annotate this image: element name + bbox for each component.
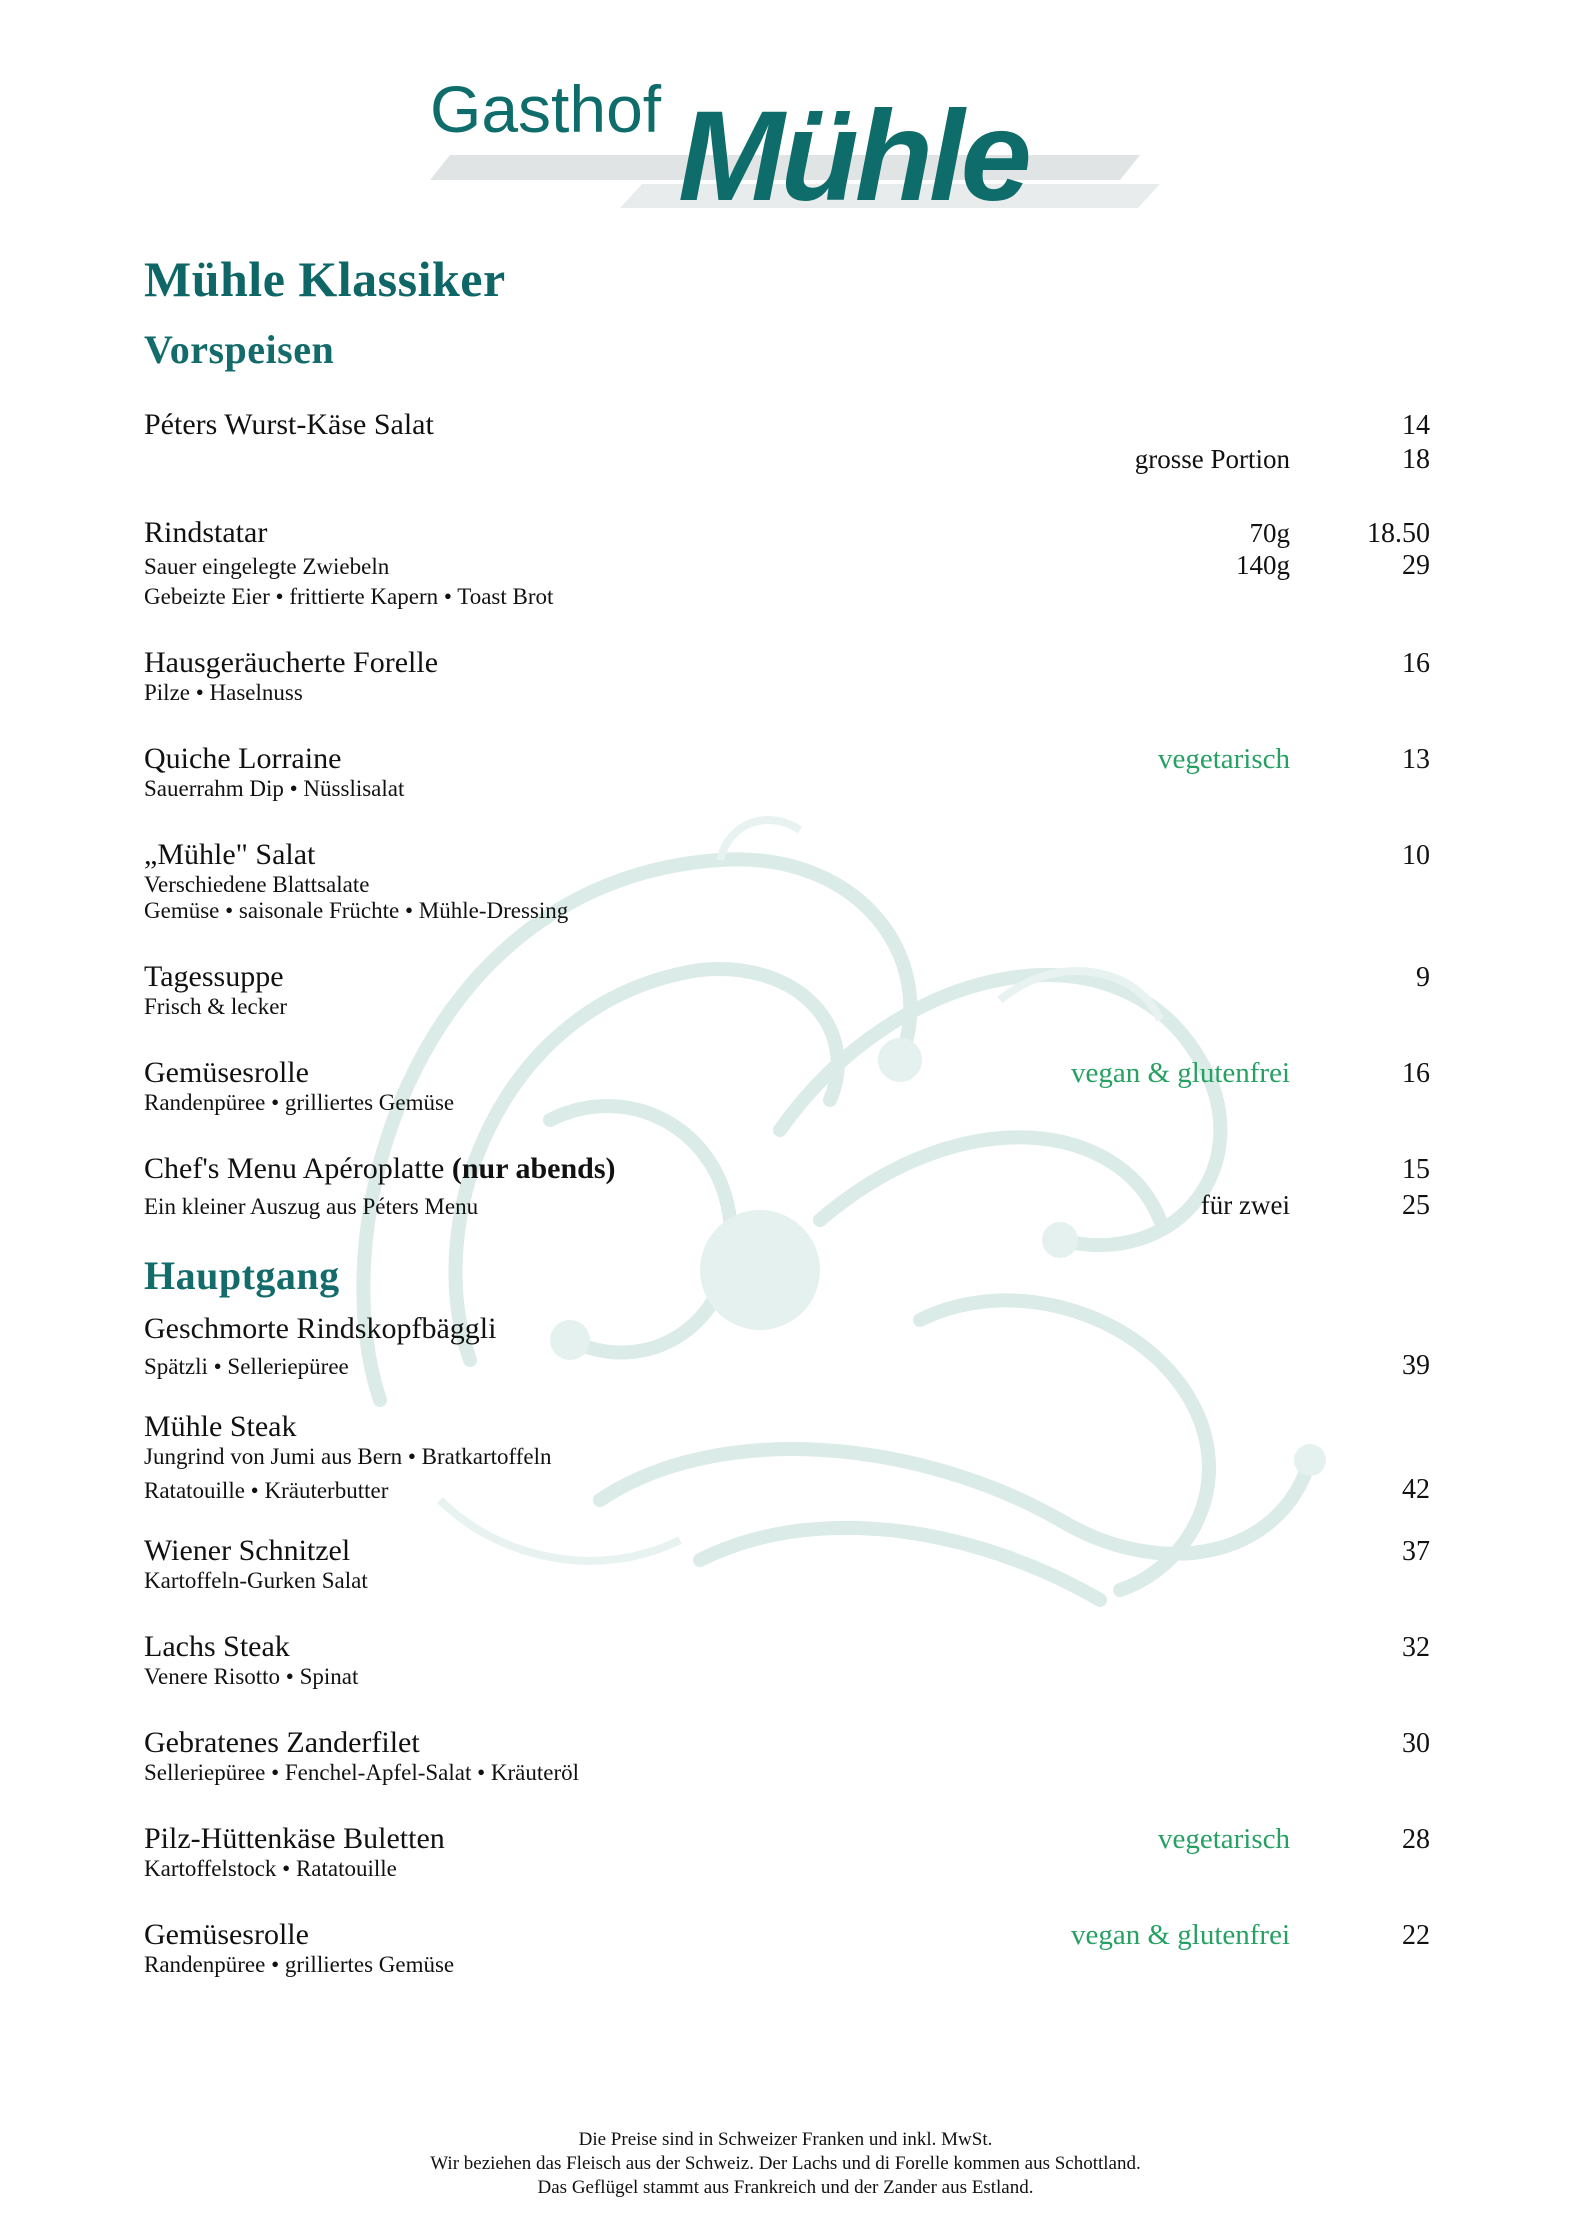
dish-price-large: 18	[1402, 444, 1430, 475]
dish-name: Hausgeräucherte Forelle	[144, 646, 439, 679]
section-heading-mains: Hauptgang	[144, 1253, 340, 1298]
dish-price: 10	[1402, 840, 1430, 871]
menu-item	[144, 1534, 1430, 1594]
dish-price: 22	[1402, 1920, 1430, 1951]
dish-description: Gemüse • saisonale Früchte • Mühle-Dressing	[144, 898, 569, 923]
dish-description: Verschiedene Blattsalate	[144, 872, 370, 897]
dish-description: Randenpüree • grilliertes Gemüse	[144, 1952, 455, 1977]
dish-price: 18.50	[1367, 518, 1430, 549]
footnote-line: Die Preise sind in Schweizer Franken und inkl. MwSt.	[578, 2129, 993, 2150]
dish-price: 29	[1402, 550, 1430, 581]
dish-price: 25	[1402, 1190, 1430, 1221]
dish-description: Pilze • Haselnuss	[144, 680, 303, 705]
portion-size: 140g	[1236, 550, 1290, 580]
page-title: Mühle Klassiker	[144, 251, 506, 307]
dish-name: Quiche Lorraine	[144, 742, 342, 775]
diet-tag: vegetarisch	[1157, 1823, 1290, 1855]
menu-item	[144, 1630, 1430, 1690]
dish-name: Gemüsesrolle	[144, 1918, 309, 1951]
menu-item	[144, 1726, 1430, 1786]
dish-name: Chef's Menu Apéroplatte	[144, 1152, 445, 1185]
dish-description: Sauerrahm Dip • Nüsslisalat	[144, 776, 405, 801]
menu-item	[144, 742, 1430, 802]
dish-description: Spätzli • Selleriepüree	[144, 1354, 349, 1379]
dish-description: Sauer eingelegte Zwiebeln	[144, 554, 390, 579]
menu-item	[144, 1822, 1430, 1882]
gasthof-muehle-logo	[420, 60, 1180, 220]
dish-name: Tagessuppe	[144, 960, 284, 993]
dish-price: 42	[1402, 1474, 1430, 1505]
dish-description: Gebeizte Eier • frittierte Kapern • Toast Brot	[144, 584, 554, 609]
dish-price: 9	[1416, 962, 1430, 993]
dish-price: 13	[1402, 744, 1430, 775]
dish-name-note: (nur abends)	[451, 1152, 616, 1185]
footnote-line: Das Geflügel stammt aus Frankreich und der Zander aus Estland.	[537, 2177, 1034, 2198]
dish-price: 16	[1402, 648, 1430, 679]
dish-price: 30	[1402, 1728, 1430, 1759]
portion-note: für zwei	[1200, 1190, 1290, 1220]
dish-price: 39	[1402, 1350, 1430, 1381]
dish-description: Venere Risotto • Spinat	[144, 1664, 359, 1689]
dish-price: 37	[1402, 1536, 1430, 1567]
dish-price: 15	[1402, 1154, 1430, 1185]
dish-name: Gemüsesrolle	[144, 1056, 309, 1089]
dish-price: 14	[1402, 410, 1430, 441]
dish-name: Wiener Schnitzel	[144, 1534, 351, 1567]
dish-name: Gebratenes Zanderfilet	[144, 1726, 420, 1759]
svg-text:Mühle: Mühle	[678, 85, 1028, 220]
dish-name: Péters Wurst-Käse Salat	[144, 408, 434, 441]
menu-item	[144, 838, 1430, 924]
diet-tag: vegan & glutenfrei	[1070, 1057, 1290, 1089]
portion-note: grosse Portion	[1134, 444, 1290, 474]
menu-item	[144, 1312, 1430, 1382]
dish-name: Pilz-Hüttenkäse Buletten	[144, 1822, 445, 1855]
svg-text:Gasthof: Gasthof	[430, 72, 662, 146]
menu-item	[144, 408, 1430, 476]
menu-item	[144, 1056, 1430, 1116]
dish-description: Ein kleiner Auszug aus Péters Menu	[144, 1194, 479, 1219]
dish-name: Lachs Steak	[144, 1630, 290, 1663]
dish-description: Selleriepüree • Fenchel-Apfel-Salat • Kräuteröl	[144, 1760, 580, 1785]
menu-item	[144, 646, 1430, 706]
dish-name: Geschmorte Rindskopfbäggli	[144, 1312, 497, 1345]
footnote-line: Wir beziehen das Fleisch aus der Schweiz. Der Lachs und di Forelle kommen aus Schottland.	[430, 2153, 1141, 2174]
dish-name: Rindstatar	[144, 516, 268, 549]
menu-item	[144, 1918, 1430, 1978]
dish-description: Ratatouille • Kräuterbutter	[144, 1478, 389, 1503]
price-footnote	[0, 2128, 1571, 2200]
dish-name: „Mühle" Salat	[144, 838, 316, 871]
dish-description: Randenpüree • grilliertes Gemüse	[144, 1090, 455, 1115]
dish-name: Mühle Steak	[144, 1410, 297, 1443]
dish-price: 32	[1402, 1632, 1430, 1663]
dish-description: Kartoffeln-Gurken Salat	[144, 1568, 368, 1593]
dish-price: 28	[1402, 1824, 1430, 1855]
dish-description: Jungrind von Jumi aus Bern • Bratkartoffeln	[144, 1444, 552, 1469]
menu-item	[144, 516, 1430, 610]
dish-price: 16	[1402, 1058, 1430, 1089]
dish-description: Kartoffelstock • Ratatouille	[144, 1856, 397, 1881]
menu-item	[144, 1410, 1430, 1506]
diet-tag: vegetarisch	[1157, 743, 1290, 775]
menu-content	[144, 250, 1430, 1978]
diet-tag: vegan & glutenfrei	[1070, 1919, 1290, 1951]
dish-description: Frisch & lecker	[144, 994, 288, 1019]
menu-item	[144, 1152, 1430, 1222]
menu-item	[144, 960, 1430, 1020]
section-heading-starters: Vorspeisen	[144, 327, 335, 372]
portion-size: 70g	[1249, 518, 1290, 548]
